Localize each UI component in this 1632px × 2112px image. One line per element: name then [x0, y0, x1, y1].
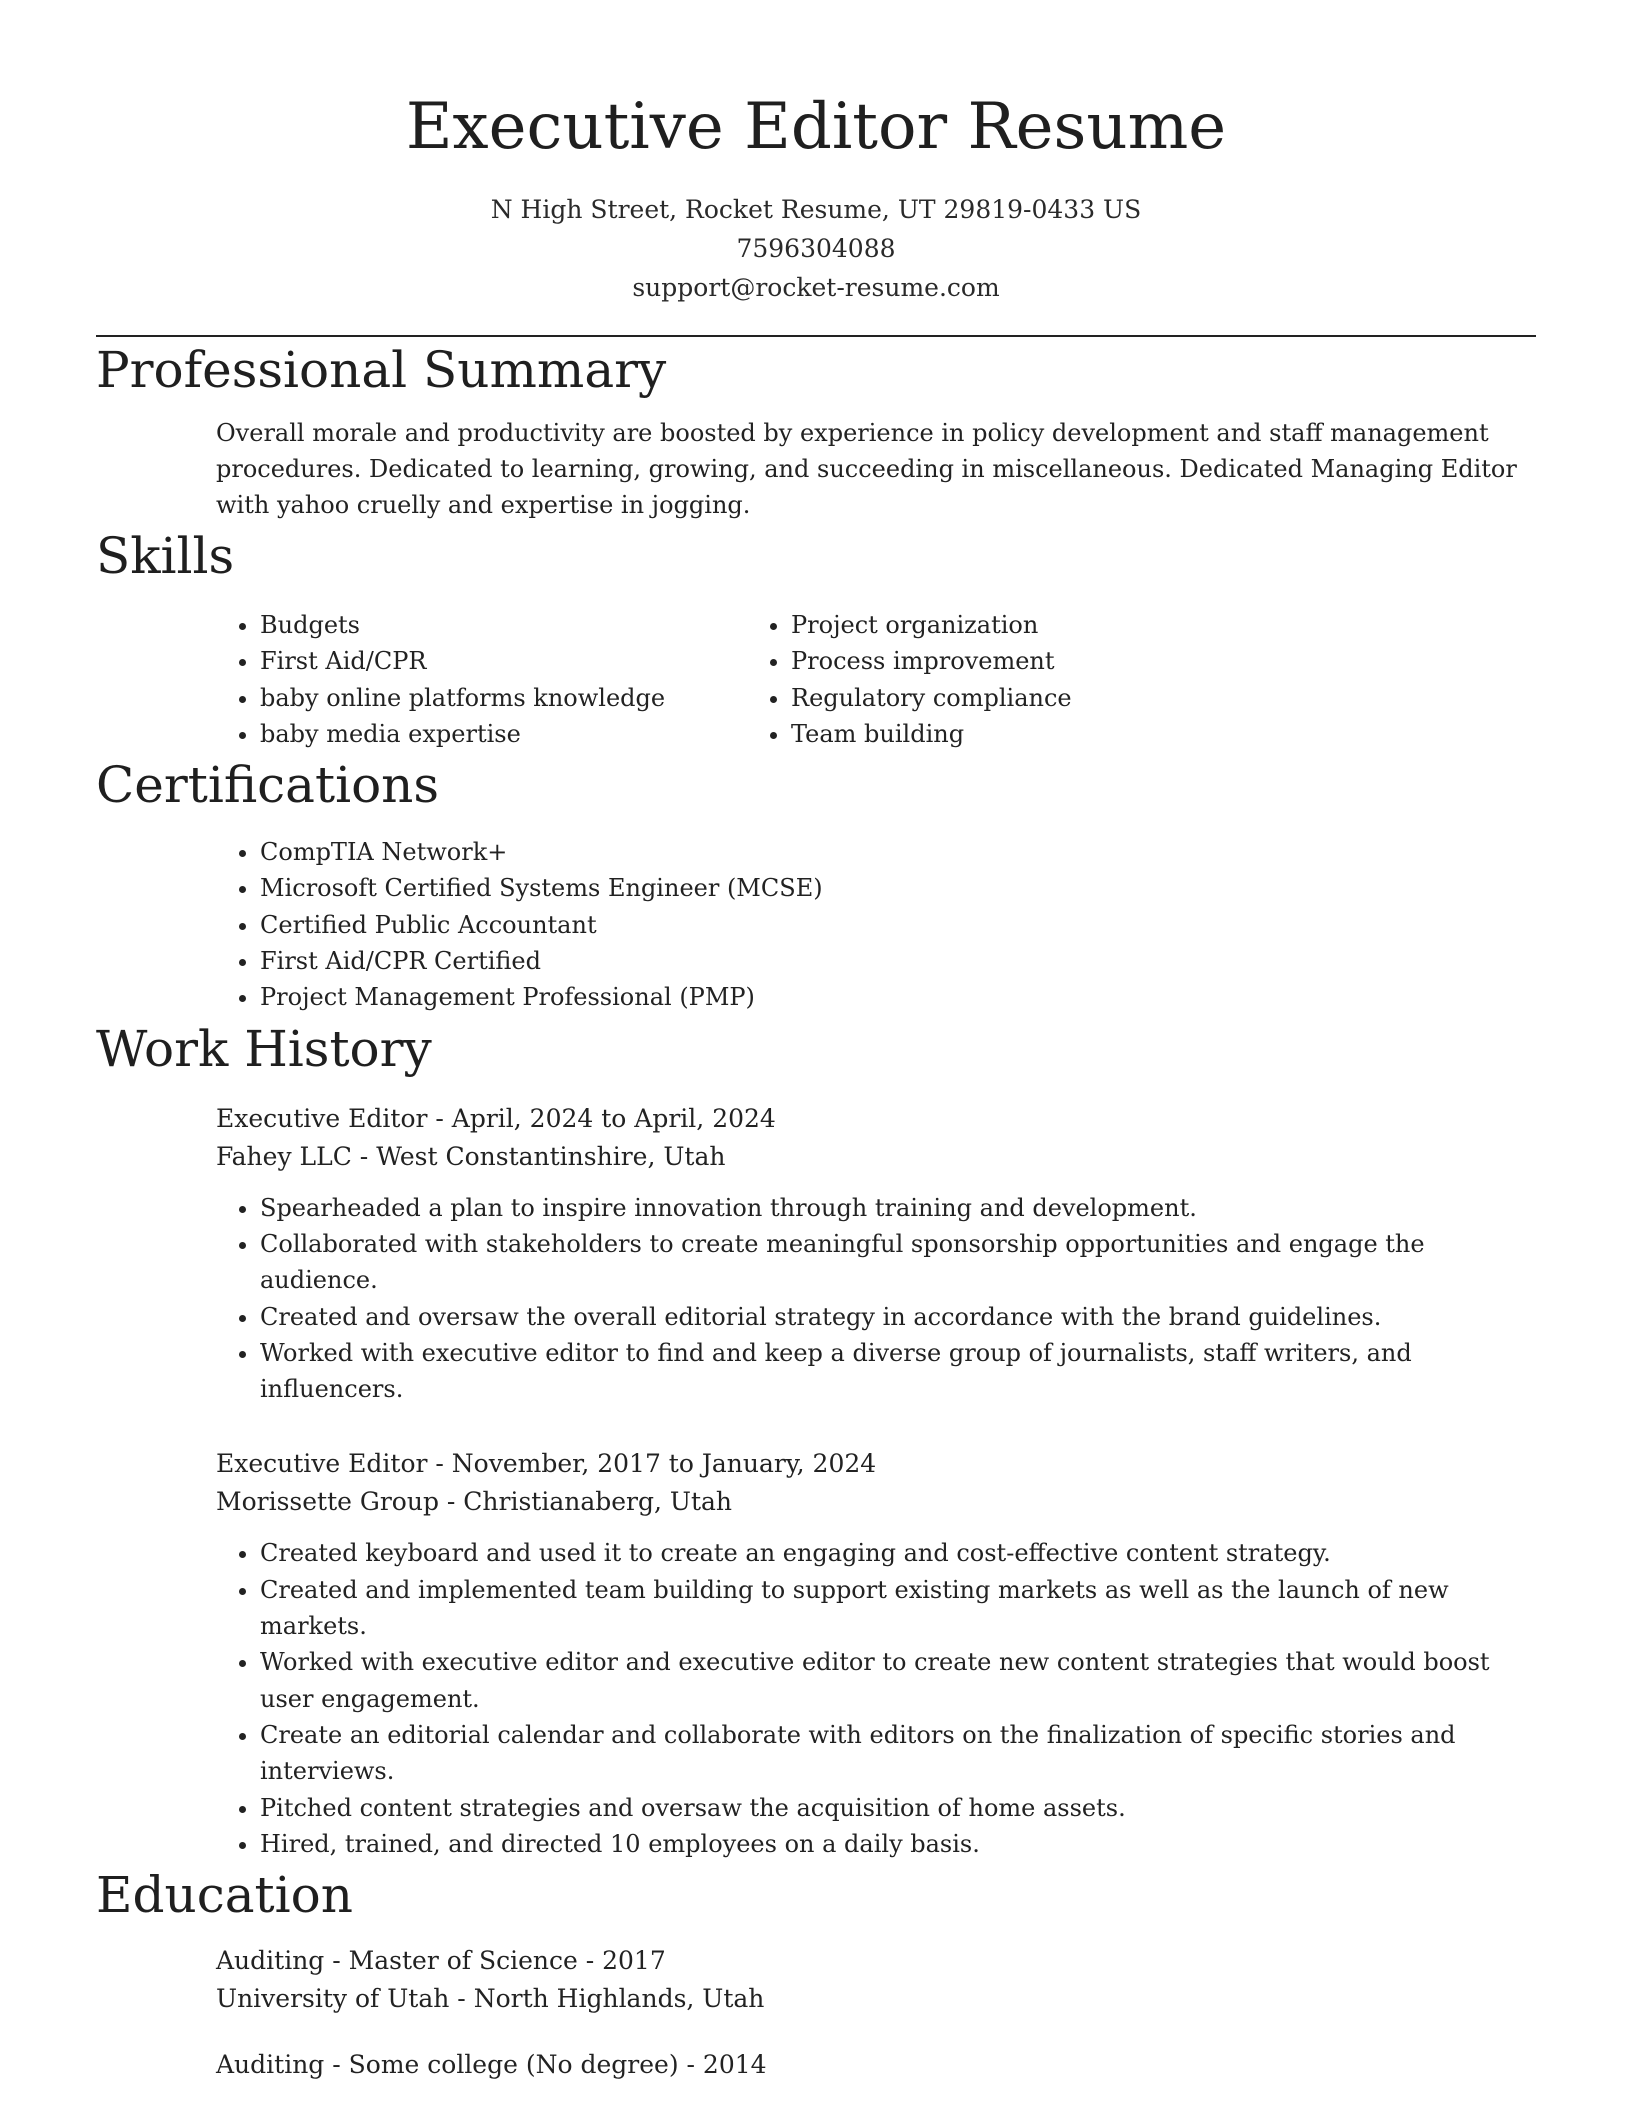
contact-address: N High Street, Rocket Resume, UT 29819-0433 US: [490, 195, 1142, 224]
job-header: [96, 1445, 1536, 1521]
skill-item: • baby online platforms knowledge: [260, 680, 746, 716]
skills-columns: [96, 607, 1536, 752]
skill-item: • Budgets: [260, 607, 746, 643]
section-heading-skills: Skills: [96, 527, 235, 585]
section-heading-work-history: Work History: [96, 1019, 432, 1078]
job-bullets: [96, 1190, 1536, 1408]
education-entry: [96, 2046, 1536, 2084]
job-entry: [96, 1100, 1536, 1408]
education-degree: Auditing - Master of Science - 2017: [216, 1946, 666, 1976]
job-title-dates: Executive Editor - April, 2024 to April, 2024: [216, 1103, 776, 1133]
job-title-dates: Executive Editor - November, 2017 to January, 2024: [216, 1449, 877, 1479]
job-company-location: Morissette Group - Christianaberg, Utah: [216, 1487, 733, 1517]
skill-item: • Process improvement: [791, 643, 1072, 679]
job-bullet: • Spearheaded a plan to inspire innovation through training and development.: [260, 1190, 1536, 1226]
job-bullet: • Hired, trained, and directed 10 employees on a daily basis.: [260, 1826, 1536, 1862]
skill-item: • Team building: [791, 716, 1072, 752]
certifications-list: [96, 834, 1536, 1015]
certification-item: • Project Management Professional (PMP): [260, 979, 1536, 1015]
job-bullet: • Collaborated with stakeholders to create meaningful sponsorship opportunities and engage the audience.: [260, 1226, 1536, 1299]
contact-block: [96, 190, 1536, 307]
summary-text: Overall morale and productivity are boosted by experience in policy development and staff management procedures. Dedicated to learning, growing, and succeeding in miscellaneous. Dedicated Managing Editor with yahoo cruelly and expertise in jogging.: [216, 419, 1517, 519]
job-bullet: • Pitched content strategies and oversaw the acquisition of home assets.: [260, 1790, 1536, 1826]
certification-item: • First Aid/CPR Certified: [260, 943, 1536, 979]
skills-list-right: [746, 607, 1072, 752]
contact-email: support@rocket-resume.com: [632, 273, 1000, 302]
certification-item: • CompTIA Network+: [260, 834, 1536, 870]
job-company-location: Fahey LLC - West Constantinshire, Utah: [216, 1141, 726, 1171]
section-heading-education: Education: [96, 1866, 353, 1925]
skill-item: • Project organization: [791, 607, 1072, 643]
job-entry: [96, 1445, 1536, 1862]
skills-list-left: [96, 607, 746, 752]
skill-item: • Regulatory compliance: [791, 680, 1072, 716]
job-header: [96, 1100, 1536, 1176]
education-degree: Auditing - Some college (No degree) - 2014: [216, 2050, 767, 2080]
skill-item: • First Aid/CPR: [260, 643, 746, 679]
skill-item: • baby media expertise: [260, 716, 746, 752]
section-heading-certifications: Certifications: [96, 756, 440, 815]
resume-title: Executive Editor Resume: [405, 90, 1227, 164]
job-bullet: • Worked with executive editor to find and keep a diverse group of journalists, staff writers, and influencers.: [260, 1335, 1536, 1408]
job-bullet: • Create an editorial calendar and collaborate with editors on the finalization of specific stories and interviews.: [260, 1717, 1536, 1790]
job-bullet: • Created and implemented team building to support existing markets as well as the launch of new markets.: [260, 1572, 1536, 1645]
job-bullet: • Created keyboard and used it to create an engaging and cost-effective content strategy.: [260, 1535, 1536, 1571]
job-bullet: • Worked with executive editor and executive editor to create new content strategies that would boost user engagement.: [260, 1644, 1536, 1717]
certification-item: • Microsoft Certified Systems Engineer (MCSE): [260, 870, 1536, 906]
contact-phone: 7596304088: [736, 234, 896, 263]
section-heading-summary: Professional Summary: [96, 341, 667, 399]
education-school: University of Utah - North Highlands, Utah: [216, 1984, 765, 2014]
job-bullet: • Created and oversaw the overall editorial strategy in accordance with the brand guidelines.: [260, 1299, 1536, 1335]
certification-item: • Certified Public Accountant: [260, 907, 1536, 943]
education-entry: [96, 1942, 1536, 2018]
job-bullets: [96, 1535, 1536, 1862]
resume-page: [96, 0, 1536, 2084]
